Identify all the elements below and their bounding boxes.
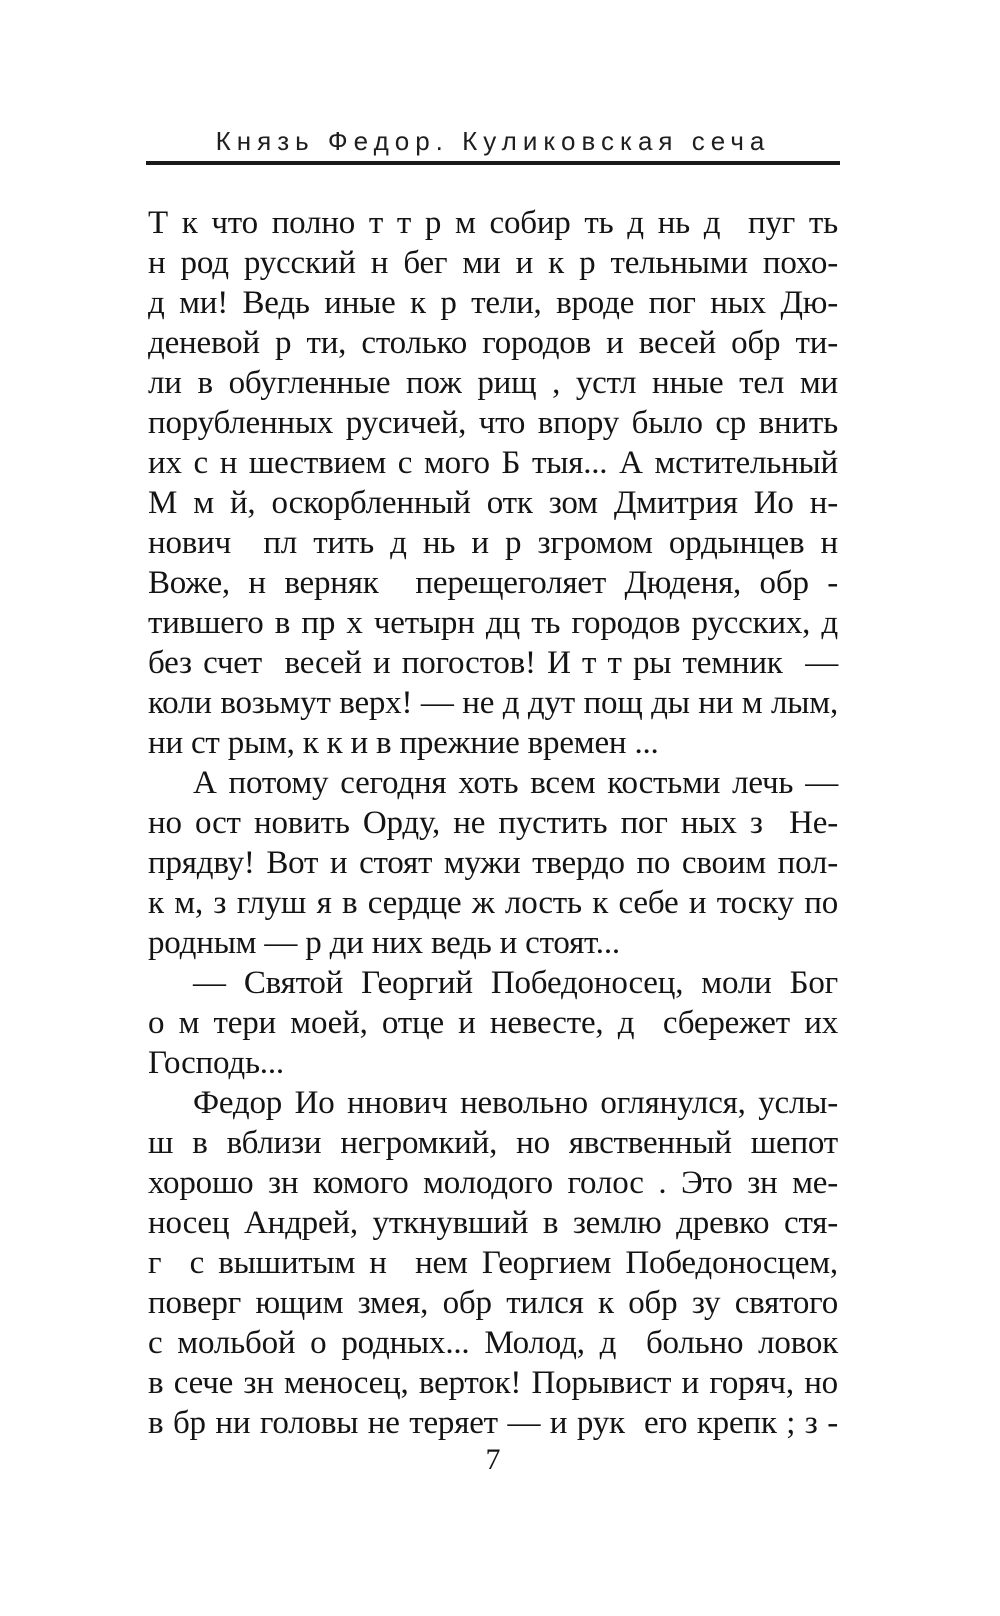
text-line: М м й, оскорбленный отк зом Дмитрия Ио н- bbox=[148, 485, 838, 521]
text-line: о м тери моей, отце и невесте, д сбережет их bbox=[148, 1005, 838, 1041]
text-line: поверг ющим змея, обр тился к обр зу святого bbox=[148, 1285, 838, 1321]
text-line: Воже, н верняк перещеголяет Дюденя, обр - bbox=[148, 565, 838, 601]
text-line: д ми! Ведь иные к р тели, вроде пог ных Дю- bbox=[148, 285, 838, 321]
body-text bbox=[148, 203, 838, 1443]
running-header-title: Князь Федор. Куликовская сеча bbox=[215, 126, 771, 156]
text-line: Т к что полно т т р м собир ть д нь д пуг ть bbox=[148, 205, 838, 241]
text-line: носец Андрей, уткнувший в землю древко стя- bbox=[148, 1205, 838, 1241]
header-rule bbox=[146, 161, 840, 165]
text-line: но ост новить Орду, не пустить пог ных з Не- bbox=[148, 805, 838, 841]
text-line: родным — р ди них ведь и стоят... bbox=[148, 925, 620, 961]
text-line: нович пл тить д нь и р згромом ордынцев н bbox=[148, 525, 838, 561]
text-line: Федор Ио ннович невольно оглянулся, услы- bbox=[193, 1085, 838, 1121]
text-line: порубленных русичей, что впору было ср внить bbox=[148, 405, 838, 441]
text-line: хорошо зн комого молодого голос . Это зн ме- bbox=[148, 1165, 838, 1201]
text-line: А потому сегодня хоть всем костьми лечь — bbox=[193, 765, 838, 801]
text-line: к м, з глуш я в сердце ж лость к себе и тоску по bbox=[148, 885, 838, 921]
text-line: ни ст рым, к к и в прежние времен ... bbox=[148, 725, 659, 761]
text-line: их с н шествием с мого Б тыя... А мстительный bbox=[148, 445, 838, 481]
text-line: в бр ни головы не теряет — и рук его крепк ; з - bbox=[148, 1405, 838, 1441]
text-line: г с вышитым н нем Георгием Победоносцем, bbox=[148, 1245, 838, 1281]
page-number: 7 bbox=[485, 1443, 501, 1476]
text-line: прядву! Вот и стоят мужи твердо по своим пол- bbox=[148, 845, 838, 881]
text-line: деневой р ти, столько городов и весей обр ти- bbox=[148, 325, 838, 361]
text-line: — Святой Георгий Победоносец, моли Бог bbox=[193, 965, 838, 1001]
text-line: без счет весей и погостов! И т т ры темник — bbox=[148, 645, 838, 681]
text-line: н род русский н бег ми и к р тельными похо- bbox=[148, 245, 838, 281]
text-line: ли в обугленные пож рищ , устл нные тел ми bbox=[148, 365, 838, 401]
text-line: тившего в пр х четырн дц ть городов русских, д bbox=[148, 605, 838, 641]
text-line: с мольбой о родных... Молод, д больно ловок bbox=[148, 1325, 838, 1361]
text-line: в сече зн меносец, верток! Порывист и горяч, но bbox=[148, 1365, 838, 1401]
text-line: коли возьмут верх! — не д дут пощ ды ни м лым, bbox=[148, 685, 838, 721]
text-line: ш в вблизи негромкий, но явственный шепот bbox=[148, 1125, 838, 1161]
text-line: Господь... bbox=[148, 1045, 284, 1081]
